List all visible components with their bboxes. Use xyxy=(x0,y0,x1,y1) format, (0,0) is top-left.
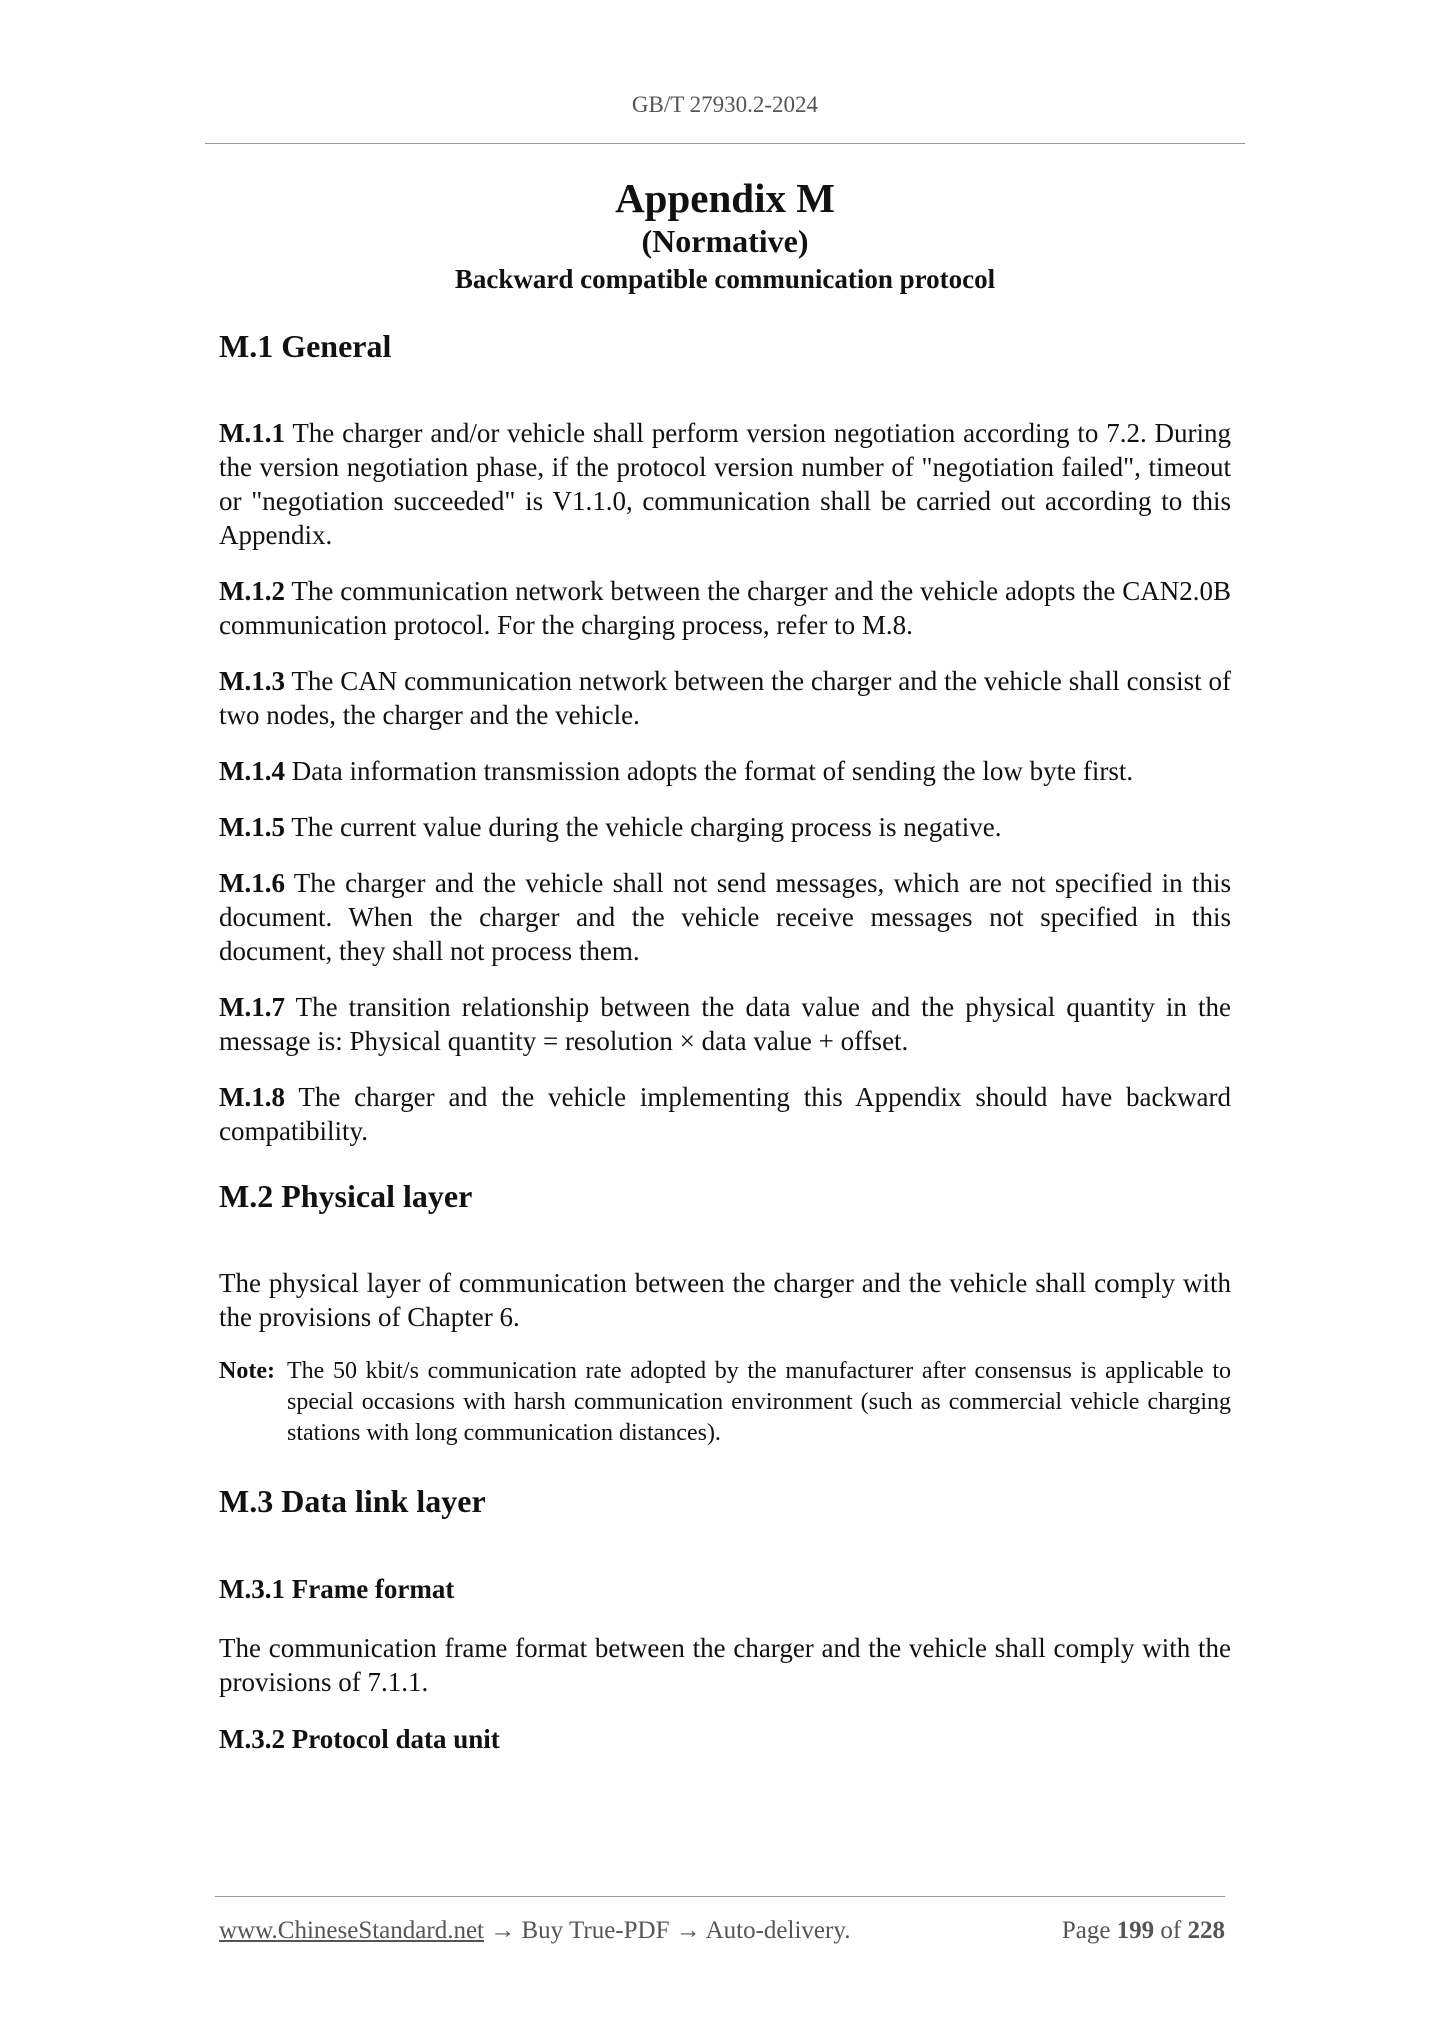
clause-m1-5 xyxy=(219,810,1231,844)
clause-m1-4 xyxy=(219,754,1231,788)
page-total: 228 xyxy=(1187,1917,1225,1944)
header-divider xyxy=(205,143,1245,144)
section-heading-m3: M.3 Data link layer xyxy=(219,1483,486,1519)
section-heading-m2: M.2 Physical layer xyxy=(219,1178,473,1214)
section-m2-text: The physical layer of communication between the charger and the vehicle shall comply with the provisions of Chapter 6. xyxy=(219,1268,1231,1332)
clause-text: The CAN communication network between the charger and the vehicle shall consist of two nodes, the charger and the vehicle. xyxy=(219,666,1231,730)
arrow-icon: → xyxy=(484,1917,522,1944)
clause-text: The transition relationship between the data value and the physical quantity in the message is: Physical quantity = resolution × data value + offset. xyxy=(219,992,1231,1056)
subsection-m3-1-text: The communication frame format between the charger and the vehicle shall comply with the provisions of 7.1.1. xyxy=(219,1633,1231,1697)
clause-m1-2 xyxy=(219,574,1231,642)
appendix-type: (Normative) xyxy=(641,223,809,259)
subsection-heading-m3-2: M.3.2 Protocol data unit xyxy=(219,1724,500,1754)
clause-m1-1 xyxy=(219,416,1231,552)
website-link[interactable]: www.ChineseStandard.net xyxy=(219,1917,484,1944)
buy-pdf-text: Buy True-PDF xyxy=(521,1917,670,1944)
subsection-heading-m3-1: M.3.1 Frame format xyxy=(219,1574,455,1604)
note-label: Note: xyxy=(219,1358,275,1384)
clause-number: M.1.8 xyxy=(219,1082,285,1112)
document-header-id: GB/T 27930.2-2024 xyxy=(631,92,819,117)
clause-m1-3 xyxy=(219,664,1231,732)
clause-number: M.1.1 xyxy=(219,418,285,448)
footer-left xyxy=(219,1917,850,1945)
clause-number: M.1.3 xyxy=(219,666,285,696)
clause-m1-6 xyxy=(219,866,1231,968)
clause-number: M.1.6 xyxy=(219,868,285,898)
page-footer xyxy=(219,1917,1225,1945)
clause-text: Data information transmission adopts the format of sending the low byte first. xyxy=(284,756,1134,786)
footer-divider xyxy=(215,1896,1225,1897)
appendix-title: Appendix M xyxy=(615,175,835,221)
page-number xyxy=(1062,1917,1225,1945)
appendix-name: Backward compatible communication protocol xyxy=(454,264,996,294)
note-block xyxy=(219,1356,1231,1449)
clause-m1-7 xyxy=(219,990,1231,1058)
section-heading-m1: M.1 General xyxy=(219,328,392,364)
clause-number: M.1.5 xyxy=(219,812,285,842)
page-current: 199 xyxy=(1116,1917,1155,1944)
of-label: of xyxy=(1160,1917,1182,1944)
clause-number: M.1.4 xyxy=(219,756,285,786)
clause-text: The charger and the vehicle implementing this Appendix should have backward compatibility. xyxy=(219,1082,1231,1146)
auto-delivery-text: Auto-delivery. xyxy=(705,1917,851,1944)
clause-text: The charger and the vehicle shall not send messages, which are not specified in this document. When the charger and the vehicle receive messages not specified in this document, they shall not process them. xyxy=(219,868,1231,966)
clause-text: The charger and/or vehicle shall perform version negotiation according to 7.2. During the version negotiation phase, if the protocol version number of "negotiation failed", timeout or "negotiation succeeded" is V1.1.0, communication shall be carried out according to this Appendix. xyxy=(219,418,1231,550)
page-label: Page xyxy=(1061,1917,1111,1944)
clause-text: The communication network between the charger and the vehicle adopts the CAN2.0B communication protocol. For the charging process, refer to M.8. xyxy=(219,576,1231,640)
arrow-icon: → xyxy=(669,1917,706,1944)
clause-m1-8 xyxy=(219,1080,1231,1148)
clause-number: M.1.7 xyxy=(219,992,285,1022)
clause-text: The current value during the vehicle charging process is negative. xyxy=(284,812,1002,842)
note-text: The 50 kbit/s communication rate adopted by the manufacturer after consensus is applicable to special occasions with harsh communication environment (such as commercial vehicle charging stations with long communication distances). xyxy=(287,1358,1231,1446)
clause-number: M.1.2 xyxy=(219,576,285,606)
page-content xyxy=(219,320,1231,1757)
